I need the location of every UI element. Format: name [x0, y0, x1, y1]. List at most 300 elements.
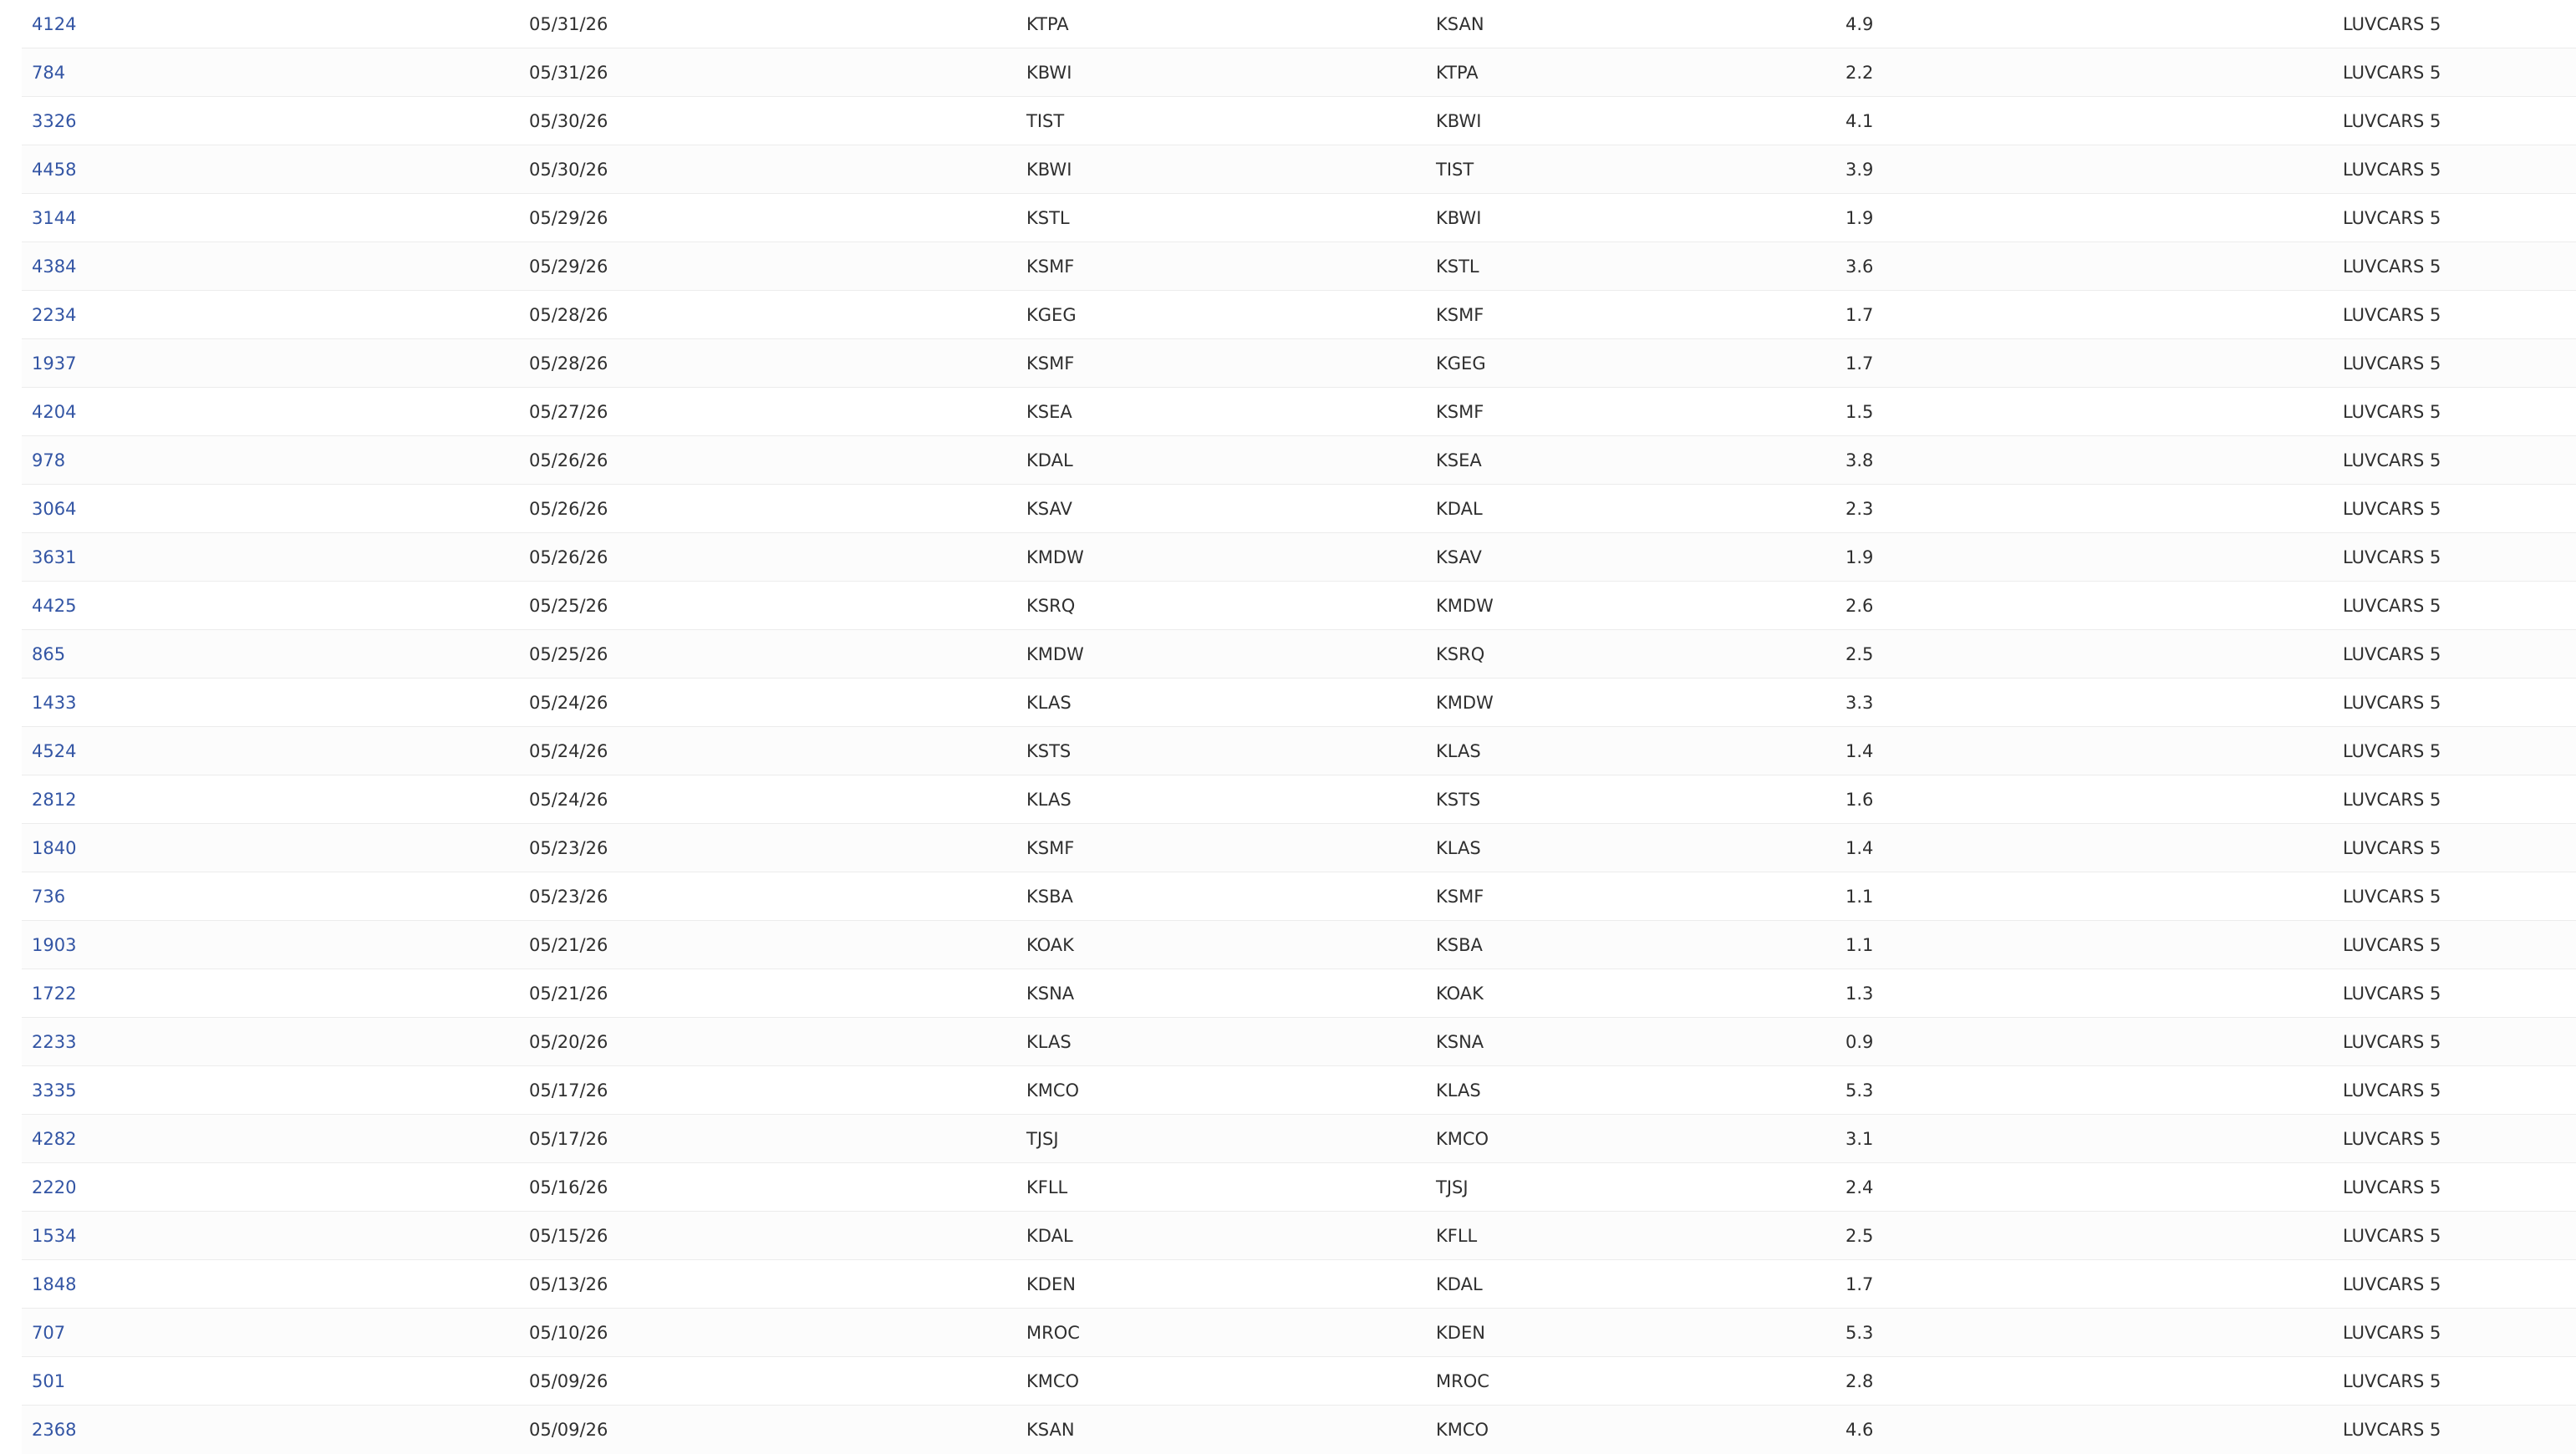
- table-row: [22, 1018, 2576, 1066]
- table-cell-to: [1426, 402, 1835, 422]
- arrival-airport: MROC: [1436, 1370, 1489, 1391]
- flight-id-link[interactable]: 978: [32, 450, 66, 470]
- table-cell-from: [1016, 887, 1426, 907]
- table-cell-value: [1835, 1371, 2333, 1391]
- flight-hours: 4.9: [1845, 13, 1874, 34]
- table-cell-to: [1426, 596, 1835, 616]
- aircraft-name: LUVCARS 5: [2343, 740, 2441, 761]
- arrival-airport: TIST: [1436, 159, 1474, 180]
- table-cell-from: [1016, 1032, 1426, 1052]
- flight-id-link[interactable]: 2234: [32, 304, 77, 325]
- departure-airport: KDAL: [1026, 1225, 1073, 1246]
- table-cell-id: [22, 63, 519, 83]
- aircraft-name: LUVCARS 5: [2343, 934, 2441, 955]
- table-cell-to: [1426, 14, 1835, 34]
- table-cell-date: [519, 741, 1016, 761]
- flight-hours: 3.1: [1845, 1128, 1874, 1149]
- table-cell-id: [22, 984, 519, 1004]
- table-cell-date: [519, 305, 1016, 325]
- table-row: [22, 969, 2576, 1018]
- departure-airport: TIST: [1026, 110, 1065, 131]
- aircraft-name: LUVCARS 5: [2343, 1128, 2441, 1149]
- departure-airport: KSRQ: [1026, 595, 1076, 616]
- flight-id-link[interactable]: 3144: [32, 207, 77, 228]
- flight-id-link[interactable]: 4282: [32, 1128, 77, 1149]
- table-row: [22, 582, 2576, 630]
- table-cell-id: [22, 499, 519, 519]
- flight-id-link[interactable]: 707: [32, 1322, 66, 1343]
- flight-hours: 1.9: [1845, 547, 1874, 567]
- flight-date: 05/23/26: [529, 837, 608, 858]
- flight-id-link[interactable]: 736: [32, 886, 66, 907]
- table-cell-value: [1835, 596, 2333, 616]
- table-cell-to: [1426, 208, 1835, 228]
- table-cell-date: [519, 935, 1016, 955]
- table-cell-from: [1016, 1371, 1426, 1391]
- flight-hours: 2.5: [1845, 1225, 1874, 1246]
- table-cell-to: [1426, 935, 1835, 955]
- departure-airport: KSMF: [1026, 256, 1075, 277]
- arrival-airport: KDAL: [1436, 1274, 1483, 1294]
- table-cell-to: [1426, 111, 1835, 131]
- table-row: [22, 872, 2576, 921]
- table-cell-value: [1835, 1274, 2333, 1294]
- flight-date: 05/26/26: [529, 547, 608, 567]
- flight-date: 05/21/26: [529, 983, 608, 1004]
- aircraft-name: LUVCARS 5: [2343, 256, 2441, 277]
- table-row: [22, 824, 2576, 872]
- flight-hours: 1.4: [1845, 740, 1874, 761]
- flight-date: 05/31/26: [529, 62, 608, 83]
- arrival-airport: TJSJ: [1436, 1177, 1469, 1197]
- departure-airport: KSMF: [1026, 837, 1075, 858]
- table-cell-date: [519, 1274, 1016, 1294]
- table-cell-from: [1016, 257, 1426, 277]
- table-cell-aircraft: [2333, 1032, 2576, 1052]
- table-cell-from: [1016, 1323, 1426, 1343]
- flight-date: 05/15/26: [529, 1225, 608, 1246]
- flight-date: 05/24/26: [529, 789, 608, 810]
- arrival-airport: KMDW: [1436, 595, 1494, 616]
- aircraft-name: LUVCARS 5: [2343, 1274, 2441, 1294]
- table-cell-id: [22, 111, 519, 131]
- aircraft-name: LUVCARS 5: [2343, 1031, 2441, 1052]
- table-cell-value: [1835, 984, 2333, 1004]
- arrival-airport: KSTL: [1436, 256, 1479, 277]
- arrival-airport: KOAK: [1436, 983, 1484, 1004]
- table-cell-value: [1835, 887, 2333, 907]
- table-cell-id: [22, 741, 519, 761]
- table-cell-to: [1426, 1420, 1835, 1440]
- aircraft-name: LUVCARS 5: [2343, 304, 2441, 325]
- departure-airport: MROC: [1026, 1322, 1080, 1343]
- table-cell-from: [1016, 1274, 1426, 1294]
- table-cell-value: [1835, 1177, 2333, 1197]
- table-cell-aircraft: [2333, 257, 2576, 277]
- aircraft-name: LUVCARS 5: [2343, 983, 2441, 1004]
- departure-airport: KMCO: [1026, 1370, 1080, 1391]
- table-cell-from: [1016, 402, 1426, 422]
- aircraft-name: LUVCARS 5: [2343, 207, 2441, 228]
- table-cell-aircraft: [2333, 887, 2576, 907]
- table-cell-from: [1016, 741, 1426, 761]
- table-cell-value: [1835, 14, 2333, 34]
- table-cell-value: [1835, 353, 2333, 374]
- table-cell-id: [22, 208, 519, 228]
- flight-date: 05/30/26: [529, 159, 608, 180]
- flight-hours: 1.4: [1845, 837, 1874, 858]
- table-cell-aircraft: [2333, 1129, 2576, 1149]
- flight-hours: 2.6: [1845, 595, 1874, 616]
- table-cell-aircraft: [2333, 1177, 2576, 1197]
- table-cell-value: [1835, 838, 2333, 858]
- flight-id-link[interactable]: 4524: [32, 740, 77, 761]
- flight-id-link[interactable]: 4124: [32, 13, 77, 34]
- table-cell-aircraft: [2333, 305, 2576, 325]
- departure-airport: KGEG: [1026, 304, 1077, 325]
- table-cell-id: [22, 693, 519, 713]
- table-cell-date: [519, 111, 1016, 131]
- flight-hours: 2.4: [1845, 1177, 1874, 1197]
- flight-hours: 1.9: [1845, 207, 1874, 228]
- arrival-airport: KLAS: [1436, 837, 1481, 858]
- table-cell-to: [1426, 790, 1835, 810]
- table-cell-date: [519, 63, 1016, 83]
- flight-id-link[interactable]: 1903: [32, 934, 77, 955]
- departure-airport: KTPA: [1026, 13, 1069, 34]
- table-cell-from: [1016, 14, 1426, 34]
- table-cell-date: [519, 14, 1016, 34]
- departure-airport: KLAS: [1026, 789, 1072, 810]
- flight-hours: 4.1: [1845, 110, 1874, 131]
- table-cell-id: [22, 402, 519, 422]
- table-cell-from: [1016, 111, 1426, 131]
- table-cell-from: [1016, 1129, 1426, 1149]
- table-cell-date: [519, 1129, 1016, 1149]
- table-cell-from: [1016, 208, 1426, 228]
- flight-hours: 2.3: [1845, 498, 1874, 519]
- arrival-airport: KDAL: [1436, 498, 1483, 519]
- table-cell-date: [519, 1371, 1016, 1391]
- table-cell-to: [1426, 63, 1835, 83]
- table-cell-aircraft: [2333, 450, 2576, 470]
- flight-date: 05/28/26: [529, 353, 608, 374]
- table-cell-to: [1426, 1323, 1835, 1343]
- table-row: [22, 1163, 2576, 1212]
- departure-airport: KDAL: [1026, 450, 1073, 470]
- departure-airport: TJSJ: [1026, 1128, 1059, 1149]
- table-cell-value: [1835, 790, 2333, 810]
- table-row: [22, 194, 2576, 242]
- flight-date: 05/25/26: [529, 595, 608, 616]
- flight-hours: 5.3: [1845, 1080, 1874, 1101]
- table-cell-value: [1835, 63, 2333, 83]
- flight-hours: 5.3: [1845, 1322, 1874, 1343]
- arrival-airport: KLAS: [1436, 1080, 1481, 1101]
- departure-airport: KSTS: [1026, 740, 1072, 761]
- flight-id-link[interactable]: 1937: [32, 353, 77, 374]
- table-cell-to: [1426, 838, 1835, 858]
- table-cell-aircraft: [2333, 160, 2576, 180]
- table-row: [22, 1309, 2576, 1357]
- table-row: [22, 679, 2576, 727]
- aircraft-name: LUVCARS 5: [2343, 1370, 2441, 1391]
- flight-date: 05/16/26: [529, 1177, 608, 1197]
- table-cell-value: [1835, 741, 2333, 761]
- table-cell-value: [1835, 1420, 2333, 1440]
- table-cell-date: [519, 1323, 1016, 1343]
- table-cell-from: [1016, 63, 1426, 83]
- flight-id-link[interactable]: 4425: [32, 595, 77, 616]
- aircraft-name: LUVCARS 5: [2343, 62, 2441, 83]
- flight-date: 05/27/26: [529, 401, 608, 422]
- table-cell-to: [1426, 1080, 1835, 1101]
- table-cell-id: [22, 644, 519, 664]
- aircraft-name: LUVCARS 5: [2343, 450, 2441, 470]
- table-cell-from: [1016, 1420, 1426, 1440]
- table-cell-value: [1835, 693, 2333, 713]
- flight-hours: 0.9: [1845, 1031, 1874, 1052]
- aircraft-name: LUVCARS 5: [2343, 401, 2441, 422]
- flight-id-link[interactable]: 1433: [32, 692, 77, 713]
- flight-id-link[interactable]: 1722: [32, 983, 77, 1004]
- table-cell-aircraft: [2333, 1226, 2576, 1246]
- table-cell-date: [519, 450, 1016, 470]
- departure-airport: KSBA: [1026, 886, 1073, 907]
- flight-date: 05/21/26: [529, 934, 608, 955]
- table-row: [22, 291, 2576, 339]
- table-cell-from: [1016, 305, 1426, 325]
- flight-date: 05/29/26: [529, 207, 608, 228]
- table-cell-value: [1835, 160, 2333, 180]
- flight-date: 05/13/26: [529, 1274, 608, 1294]
- table-row: [22, 436, 2576, 485]
- table-cell-to: [1426, 741, 1835, 761]
- table-cell-aircraft: [2333, 1080, 2576, 1101]
- departure-airport: KDEN: [1026, 1274, 1076, 1294]
- flight-date: 05/20/26: [529, 1031, 608, 1052]
- aircraft-name: LUVCARS 5: [2343, 1080, 2441, 1101]
- table-cell-aircraft: [2333, 353, 2576, 374]
- table-cell-value: [1835, 450, 2333, 470]
- flight-id-link[interactable]: 1534: [32, 1225, 77, 1246]
- flight-id-link[interactable]: 3064: [32, 498, 77, 519]
- departure-airport: KOAK: [1026, 934, 1074, 955]
- arrival-airport: KMDW: [1436, 692, 1494, 713]
- table-cell-id: [22, 1274, 519, 1294]
- aircraft-name: LUVCARS 5: [2343, 1420, 2441, 1440]
- table-cell-value: [1835, 1129, 2333, 1149]
- table-cell-date: [519, 1226, 1016, 1246]
- table-cell-to: [1426, 693, 1835, 713]
- table-cell-id: [22, 14, 519, 34]
- table-cell-id: [22, 1177, 519, 1197]
- table-cell-from: [1016, 547, 1426, 567]
- table-cell-aircraft: [2333, 984, 2576, 1004]
- table-cell-date: [519, 1080, 1016, 1101]
- flight-id-link[interactable]: 865: [32, 643, 66, 664]
- flight-id-link[interactable]: 2368: [32, 1420, 77, 1440]
- flight-date: 05/10/26: [529, 1322, 608, 1343]
- aircraft-name: LUVCARS 5: [2343, 837, 2441, 858]
- flight-date: 05/25/26: [529, 643, 608, 664]
- table-cell-to: [1426, 644, 1835, 664]
- table-cell-date: [519, 790, 1016, 810]
- table-cell-date: [519, 1177, 1016, 1197]
- table-cell-value: [1835, 208, 2333, 228]
- table-cell-aircraft: [2333, 402, 2576, 422]
- flight-hours: 3.6: [1845, 256, 1874, 277]
- flight-id-link[interactable]: 3335: [32, 1080, 77, 1101]
- table-cell-id: [22, 353, 519, 374]
- flight-hours: 2.8: [1845, 1370, 1874, 1391]
- table-cell-from: [1016, 353, 1426, 374]
- table-row: [22, 1066, 2576, 1115]
- table-cell-from: [1016, 160, 1426, 180]
- arrival-airport: KSMF: [1436, 401, 1484, 422]
- table-cell-id: [22, 1129, 519, 1149]
- aircraft-name: LUVCARS 5: [2343, 1225, 2441, 1246]
- table-cell-from: [1016, 596, 1426, 616]
- arrival-airport: KDEN: [1436, 1322, 1485, 1343]
- flight-id-link[interactable]: 4458: [32, 159, 77, 180]
- aircraft-name: LUVCARS 5: [2343, 110, 2441, 131]
- flight-hours: 1.3: [1845, 983, 1874, 1004]
- table-cell-id: [22, 1080, 519, 1101]
- table-cell-date: [519, 160, 1016, 180]
- table-cell-date: [519, 547, 1016, 567]
- flight-hours: 1.1: [1845, 934, 1874, 955]
- departure-airport: KBWI: [1026, 159, 1072, 180]
- arrival-airport: KSAV: [1436, 547, 1482, 567]
- table-row: [22, 630, 2576, 679]
- flight-date: 05/23/26: [529, 886, 608, 907]
- departure-airport: KSAV: [1026, 498, 1072, 519]
- table-cell-to: [1426, 305, 1835, 325]
- table-cell-date: [519, 257, 1016, 277]
- table-cell-to: [1426, 1371, 1835, 1391]
- flight-hours: 1.7: [1845, 1274, 1874, 1294]
- arrival-airport: KBWI: [1436, 110, 1482, 131]
- flight-id-link[interactable]: 2220: [32, 1177, 77, 1197]
- table-row: [22, 242, 2576, 291]
- table-cell-from: [1016, 790, 1426, 810]
- table-row: [22, 1115, 2576, 1163]
- table-row: [22, 388, 2576, 436]
- departure-airport: KLAS: [1026, 692, 1072, 713]
- flight-hours: 2.5: [1845, 643, 1874, 664]
- table-cell-value: [1835, 935, 2333, 955]
- table-row: [22, 0, 2576, 48]
- table-cell-to: [1426, 353, 1835, 374]
- flight-id-link[interactable]: 1840: [32, 837, 77, 858]
- flight-id-link[interactable]: 4384: [32, 256, 77, 277]
- table-cell-date: [519, 1032, 1016, 1052]
- aircraft-name: LUVCARS 5: [2343, 547, 2441, 567]
- flight-id-link[interactable]: 4204: [32, 401, 77, 422]
- table-row: [22, 1406, 2576, 1454]
- table-cell-to: [1426, 257, 1835, 277]
- table-cell-from: [1016, 1177, 1426, 1197]
- table-cell-value: [1835, 1226, 2333, 1246]
- flight-date: 05/29/26: [529, 256, 608, 277]
- table-cell-date: [519, 984, 1016, 1004]
- flight-hours: 4.6: [1845, 1420, 1874, 1440]
- flight-date: 05/17/26: [529, 1128, 608, 1149]
- flight-id-link[interactable]: 784: [32, 62, 66, 83]
- table-cell-value: [1835, 257, 2333, 277]
- table-cell-value: [1835, 547, 2333, 567]
- flight-id-link[interactable]: 3326: [32, 110, 77, 131]
- arrival-airport: KSMF: [1436, 304, 1484, 325]
- table-cell-to: [1426, 887, 1835, 907]
- table-cell-id: [22, 838, 519, 858]
- table-cell-aircraft: [2333, 693, 2576, 713]
- flight-hours: 1.7: [1845, 353, 1874, 374]
- arrival-airport: KSEA: [1436, 450, 1482, 470]
- flight-date: 05/24/26: [529, 740, 608, 761]
- aircraft-name: LUVCARS 5: [2343, 498, 2441, 519]
- table-cell-date: [519, 499, 1016, 519]
- aircraft-name: LUVCARS 5: [2343, 643, 2441, 664]
- flight-date: 05/09/26: [529, 1370, 608, 1391]
- table-cell-value: [1835, 1080, 2333, 1101]
- table-cell-id: [22, 1420, 519, 1440]
- flight-id-link[interactable]: 2233: [32, 1031, 77, 1052]
- table-cell-to: [1426, 1177, 1835, 1197]
- departure-airport: KFLL: [1026, 1177, 1068, 1197]
- table-cell-from: [1016, 499, 1426, 519]
- table-cell-aircraft: [2333, 14, 2576, 34]
- arrival-airport: KBWI: [1436, 207, 1482, 228]
- departure-airport: KMDW: [1026, 643, 1084, 664]
- table-row: [22, 1212, 2576, 1260]
- table-cell-id: [22, 790, 519, 810]
- table-cell-value: [1835, 402, 2333, 422]
- flight-id-link[interactable]: 3631: [32, 547, 77, 567]
- flight-date: 05/26/26: [529, 498, 608, 519]
- flight-id-link[interactable]: 1848: [32, 1274, 77, 1294]
- table-cell-from: [1016, 1226, 1426, 1246]
- table-cell-value: [1835, 1032, 2333, 1052]
- table-cell-aircraft: [2333, 1323, 2576, 1343]
- arrival-airport: KFLL: [1436, 1225, 1478, 1246]
- flight-hours: 3.9: [1845, 159, 1874, 180]
- table-cell-from: [1016, 838, 1426, 858]
- table-row: [22, 339, 2576, 388]
- flight-date: 05/26/26: [529, 450, 608, 470]
- departure-airport: KSTL: [1026, 207, 1070, 228]
- flights-table: [22, 0, 2576, 1454]
- table-cell-aircraft: [2333, 1420, 2576, 1440]
- table-cell-date: [519, 887, 1016, 907]
- arrival-airport: KSRQ: [1436, 643, 1485, 664]
- flight-id-link[interactable]: 501: [32, 1370, 66, 1391]
- table-cell-to: [1426, 1274, 1835, 1294]
- table-cell-id: [22, 887, 519, 907]
- table-cell-from: [1016, 693, 1426, 713]
- table-row: [22, 533, 2576, 582]
- flight-id-link[interactable]: 2812: [32, 789, 77, 810]
- table-cell-id: [22, 305, 519, 325]
- table-row: [22, 97, 2576, 145]
- table-cell-value: [1835, 499, 2333, 519]
- flight-date: 05/24/26: [529, 692, 608, 713]
- table-cell-aircraft: [2333, 790, 2576, 810]
- table-cell-value: [1835, 1323, 2333, 1343]
- table-row: [22, 1357, 2576, 1406]
- table-cell-date: [519, 1420, 1016, 1440]
